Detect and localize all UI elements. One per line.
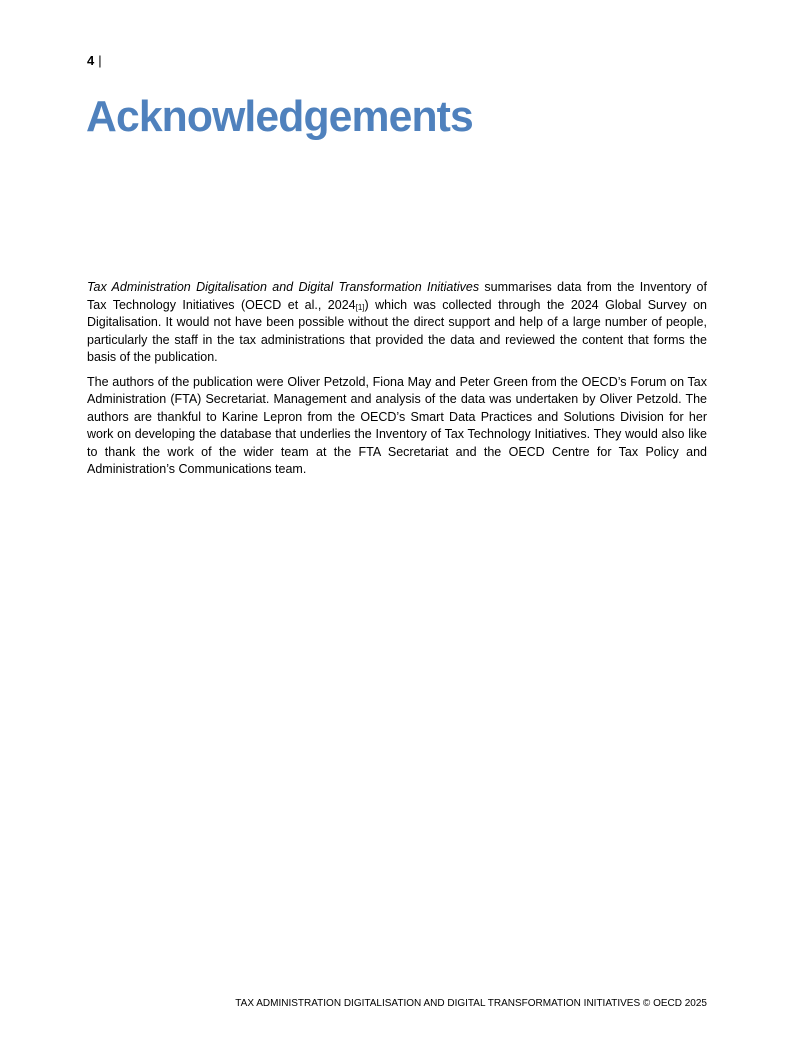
page-number-separator: | [98, 53, 102, 68]
page-number-value: 4 [87, 53, 95, 68]
page-footer: TAX ADMINISTRATION DIGITALISATION AND DIGITAL TRANSFORMATION INITIATIVES © OECD 2025 [235, 998, 707, 1009]
page-title: Acknowledgements [86, 92, 473, 141]
page-number [87, 53, 102, 69]
paragraph-1-text-b: ) which was collected through the 2024 Global Survey on Digitalisation. It would not have been possible without the direct support and help of a large number of people, particularly the staff in the tax administrations that provided the data and reviewed the content that forms the basis of the publication. [87, 297, 707, 364]
publication-title: Tax Administration Digitalisation and Digital Transformation Initiatives [87, 280, 480, 294]
paragraph-1-text-a: summarises data from the Inventory of Tax Technology Initiatives (OECD et al., 2024 [87, 280, 707, 312]
paragraph-1 [87, 279, 707, 367]
paragraph-2: The authors of the publication were Oliver Petzold, Fiona May and Peter Green from the OECD’s Forum on Tax Administration (FTA) Secretariat. Management and analysis of the data was undertaken by Oliver Petzold. The authors are thankful to Karine Lepron from the OECD’s Smart Data Practices and Solutions Division for her work on developing the database that underlies the Inventory of Tax Technology Initiatives. They would also like to thank the work of the wider team at the FTA Secretariat and the OECD Centre for Tax Policy and Administration’s Communications team. [87, 374, 707, 476]
reference-link[interactable]: [1] [355, 302, 365, 312]
acknowledgements-body [87, 279, 707, 486]
